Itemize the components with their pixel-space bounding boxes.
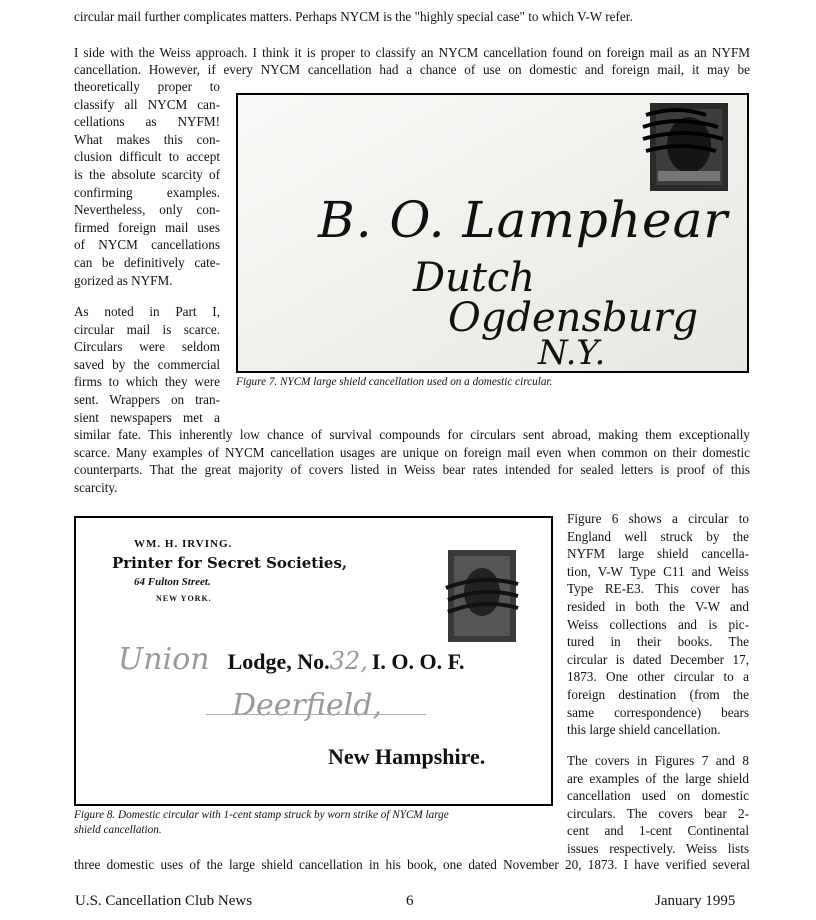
address-line-1 [118,642,465,677]
text-line: What makes this con- [74,131,220,147]
address-line-1: B. O. Lamphear [318,191,729,249]
text-line: is the absolute scarcity of [74,167,220,182]
address-print-ioof: I. O. O. F. [371,649,465,674]
text-line: cellations as NYFM! [74,114,220,130]
text-line: circulars. The covers bear 2- [567,805,749,821]
text-line: this large shield cancellation. [567,722,721,738]
text-line: Type RE-E3. This cover has [567,581,749,597]
text-line: cancellation used on domestic [567,788,749,804]
text-line: same correspondence) bears [567,704,749,720]
address-line-4: N.Y. [538,333,606,373]
text-line: circular is dated December 17, [567,651,749,667]
text-line: tured in their books. The [567,634,749,650]
address-line-2: Deerfield, [232,688,382,723]
text-line: foreign destination (from the [567,687,749,702]
sender-business: Printer for Secret Societies, [112,554,348,572]
text-line: Circulars were seldom [74,339,220,355]
text-line: I side with the Weiss approach. I think it is proper to classify an NYCM cancellation found on foreign mail as an NYFM [74,45,750,60]
text-line: clusion difficult to accept [74,149,220,165]
text-line: firmed foreign mail uses [74,219,220,235]
figure-7-cover [236,93,749,373]
text-line: similar fate. This inherently low chance of survival compounds for circulars sent abroad, making them exceptionally [74,427,750,442]
figure-8-caption-line-2: shield cancellation. [74,824,162,836]
address-script-number: 32, [329,647,368,675]
text-line: NYFM large shield cancella- [567,546,749,562]
text-line: scarcity. [74,479,118,495]
sender-city: NEW YORK. [156,594,212,603]
footer-date: January 1995 [655,893,736,909]
text-line: England well struck by the [567,528,749,544]
text-line: saved by the commercial [74,356,220,372]
text-line: classify all NYCM can- [74,96,220,112]
sender-street: 64 Fulton Street. [134,576,211,588]
text-line: As noted in Part I, [74,304,220,319]
text-line: resided in both the V-W and [567,599,749,614]
text-line: Weiss collections and is pic- [567,616,749,632]
text-line: tion, V-W Type C11 and Weiss [567,563,749,579]
address-rule [206,714,426,715]
text-line: circular mail further complicates matters. Perhaps NYCM is the "highly special case" to which V-W refer. [74,9,633,24]
text-line: scarce. Many examples of NYCM cancellation usages are unique on foreign mail even when common on their domestic [74,444,750,460]
stamp-2-cent [643,103,728,191]
text-line: are examples of the large shield [567,770,749,786]
text-line: can be definitively cate- [74,255,220,270]
text-line: theoretically proper to [74,79,220,94]
text-line: of NYCM cancellations [74,237,220,253]
figure-8-caption-line-1: Figure 8. Domestic circular with 1-cent stamp struck by worn strike of NYCM large [74,809,449,821]
text-line: gorized as NYFM. [74,272,173,288]
figure-8-cover [74,516,553,806]
text-line: counterparts. That the great majority of covers listed in Weiss bear rates intended for sealed letters is proof of this [74,462,750,478]
text-line: 1873. One other circular to a [567,669,749,685]
text-line: three domestic uses of the large shield cancellation in his book, one dated November 20, 1873. I have verified several [74,857,750,872]
text-line: sent. Wrappers on tran- [74,392,220,407]
address-print-lodge: Lodge, No. [227,649,330,674]
text-line: sient newspapers met a [74,409,220,425]
text-line: Nevertheless, only con- [74,202,220,218]
footer-publication: U.S. Cancellation Club News [75,893,253,909]
text-line: cancellation. However, if every NYCM cancellation had a chance of use on domestic and foreign mail, it may be [74,62,750,77]
address-script-union: Union [118,642,210,677]
text-line: Figure 6 shows a circular to [567,511,749,526]
address-line-3: Ogdensburg [448,295,699,341]
text-line: cent and 1-cent Continental [567,823,749,839]
text-line: confirming examples. [74,184,220,200]
text-line: issues respectively. Weiss lists [567,841,749,856]
sender-name: WM. H. IRVING. [134,538,233,550]
figure-7-caption: Figure 7. NYCM large shield cancellation used on a domestic circular. [236,376,553,388]
footer-page-number: 6 [406,893,414,909]
address-line-3: New Hampshire. [328,744,486,769]
text-line: The covers in Figures 7 and 8 [567,753,749,768]
text-line: circular mail is scarce. [74,321,220,337]
address-line-2: Dutch [413,255,536,301]
text-line: firms to which they were [74,374,220,390]
